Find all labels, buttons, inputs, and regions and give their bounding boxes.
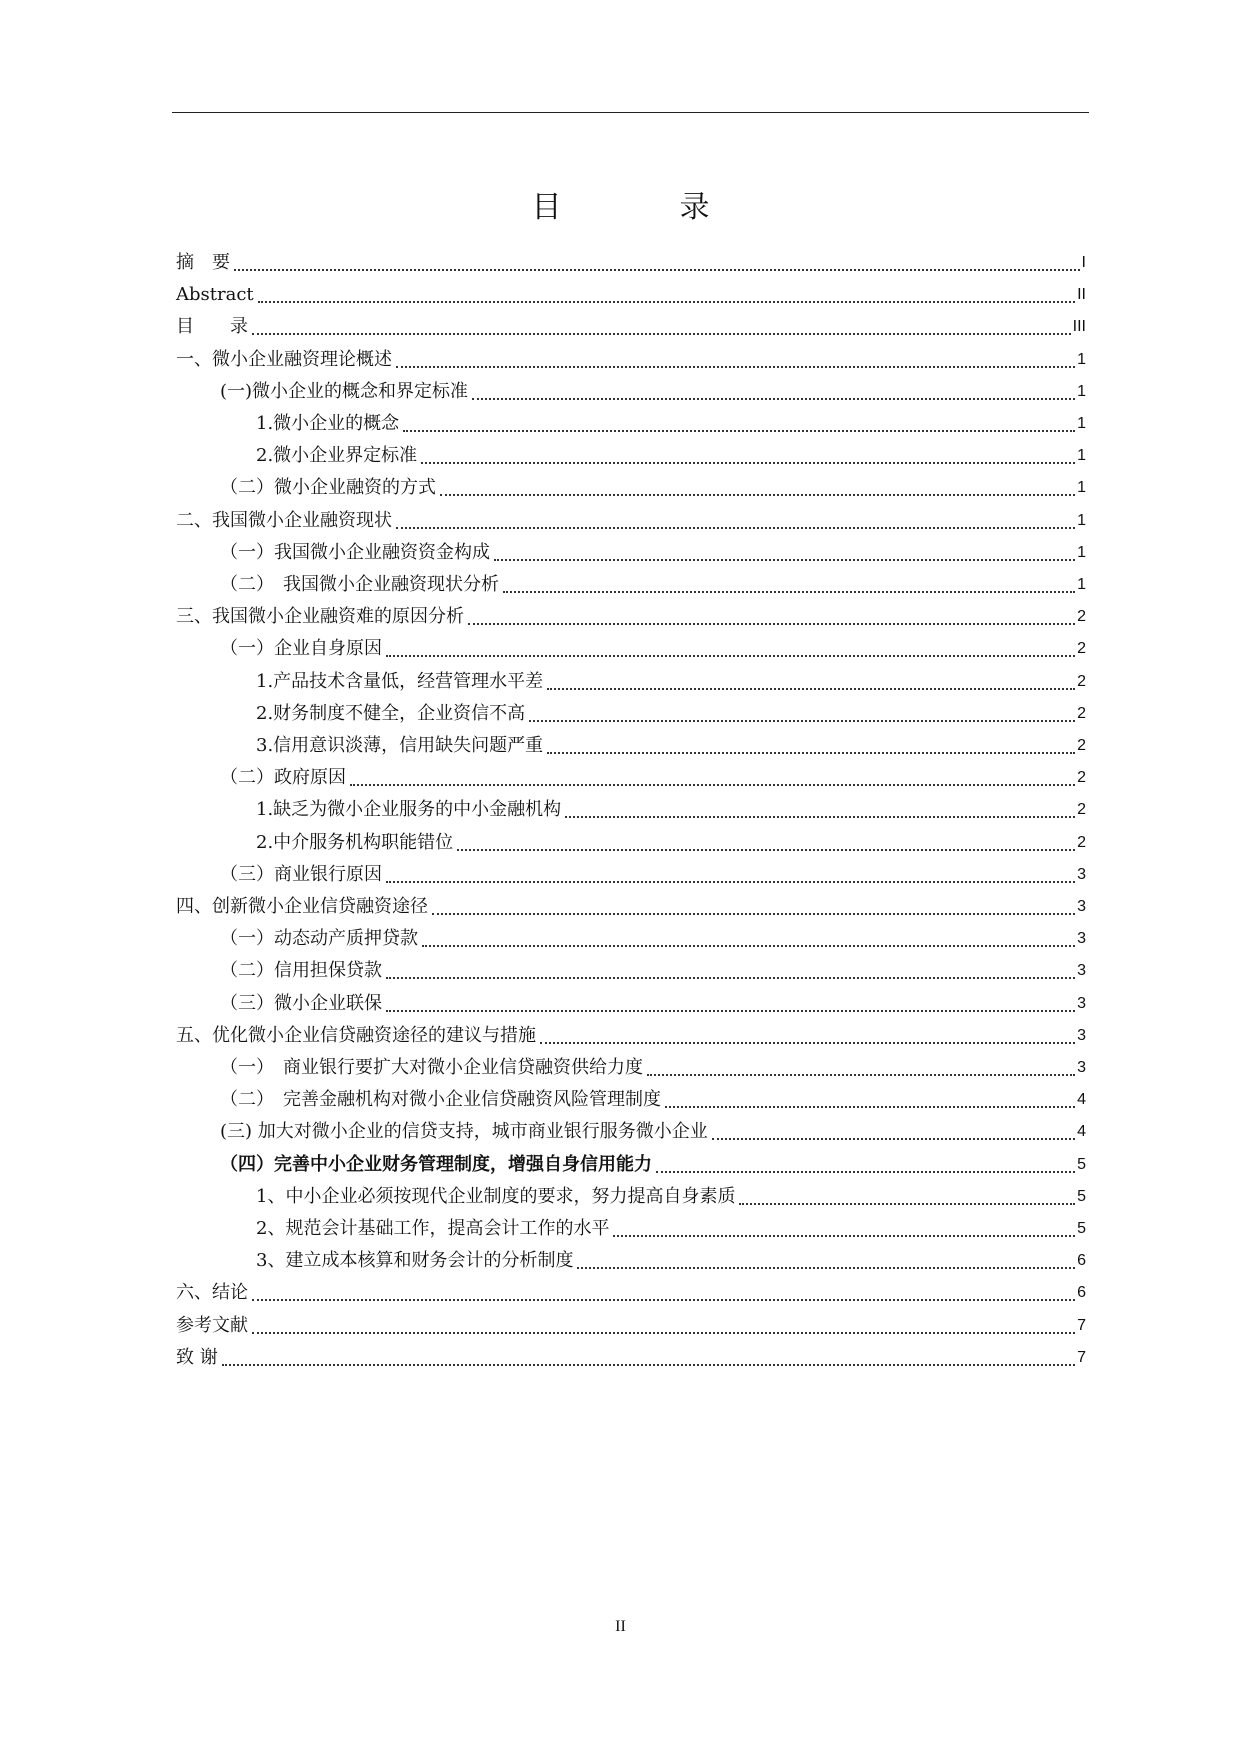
- toc-entry-title: 3、建立成本核算和财务会计的分析制度: [256, 1250, 574, 1272]
- toc-entry-page: 6: [1077, 1284, 1086, 1302]
- toc-entry-page: 3: [1077, 1059, 1086, 1076]
- toc-entry-page: 4: [1077, 1091, 1086, 1109]
- toc-entry[interactable]: [220, 564, 1086, 596]
- toc-entry[interactable]: [256, 403, 1086, 435]
- toc-leader-dots: [494, 541, 1075, 561]
- toc-entry-page: I: [1081, 254, 1086, 271]
- toc-entry-title: （一）动态动产质押贷款: [220, 928, 418, 950]
- toc-entry[interactable]: [220, 918, 1086, 950]
- toc-entry[interactable]: [220, 467, 1086, 499]
- toc-entry-page: 2: [1077, 769, 1086, 787]
- toc-entry-title: 目 录: [176, 316, 248, 338]
- toc-leader-dots: [396, 348, 1075, 368]
- toc-entry-page: 1: [1077, 350, 1086, 368]
- toc-entry-page: 4: [1077, 1123, 1086, 1141]
- toc-entry[interactable]: [176, 339, 1086, 371]
- toc-entry[interactable]: [176, 1272, 1086, 1304]
- toc-entry[interactable]: [176, 596, 1086, 628]
- toc-entry-page: 3: [1077, 1026, 1086, 1044]
- toc-entry-title: 2.微小企业界定标准: [256, 445, 418, 467]
- toc-leader-dots: [647, 1056, 1075, 1076]
- toc-entry[interactable]: [220, 950, 1086, 982]
- toc-leader-dots: [457, 831, 1075, 851]
- toc-entry-page: 1: [1077, 382, 1086, 400]
- toc-entry-title: 五、优化微小企业信贷融资途径的建议与措施: [176, 1024, 536, 1046]
- toc-entry[interactable]: [256, 1208, 1086, 1240]
- toc-leader-dots: [432, 895, 1075, 915]
- toc-leader-dots: [396, 509, 1075, 529]
- toc-entry-title: 1、中小企业必须按现代企业制度的要求，努力提高自身素质: [256, 1185, 736, 1207]
- toc-entry[interactable]: [176, 886, 1086, 918]
- toc-entry-page: 1: [1077, 479, 1086, 497]
- toc-entry[interactable]: [220, 983, 1086, 1015]
- toc-entry-title: （二）信用担保贷款: [220, 960, 382, 982]
- toc-entry[interactable]: [220, 1144, 1086, 1176]
- toc-entry-page: 5: [1077, 1220, 1086, 1237]
- toc-entry-title: 三、我国微小企业融资难的原因分析: [176, 606, 464, 628]
- toc-entry-page: 1: [1077, 415, 1086, 432]
- toc-entry-title: 参考文献: [176, 1314, 248, 1336]
- toc-entry-page: 3: [1077, 930, 1086, 948]
- toc-entry-page: 2: [1077, 672, 1086, 690]
- toc-entry[interactable]: [176, 274, 1086, 306]
- toc-entry-page: 1: [1077, 543, 1086, 561]
- toc-entry-page: 1: [1077, 511, 1086, 529]
- toc-entry-page: 5: [1077, 1155, 1086, 1173]
- toc-entry-page: 3: [1077, 865, 1086, 883]
- toc-entry-title: 四、创新微小企业信贷融资途径: [176, 896, 428, 917]
- toc-entry-title: （一） 商业银行要扩大对微小企业信贷融资供给力度: [220, 1057, 643, 1078]
- toc-entry[interactable]: [220, 1079, 1086, 1111]
- toc-entry[interactable]: [256, 1240, 1086, 1272]
- toc-leader-dots: [258, 283, 1075, 303]
- toc-entry-title: 致 谢: [176, 1346, 218, 1368]
- toc-entry-title: 1.产品技术含量低，经营管理水平差: [256, 670, 544, 692]
- toc-entry-title: (一)微小企业的概念和界定标准: [220, 380, 469, 402]
- toc-entry[interactable]: [176, 306, 1086, 338]
- toc-entry-page: 2: [1077, 704, 1086, 722]
- toc-entry-page: 6: [1077, 1252, 1086, 1270]
- toc-entry[interactable]: [220, 1111, 1086, 1143]
- toc-leader-dots: [386, 637, 1075, 657]
- toc-entry[interactable]: [176, 500, 1086, 532]
- toc-entry[interactable]: [176, 1305, 1086, 1337]
- toc-entry-page: III: [1072, 318, 1086, 336]
- toc-entry-page: 7: [1077, 1348, 1086, 1366]
- toc-entry-title: 2.财务制度不健全，企业资信不高: [256, 702, 526, 724]
- toc-entry-page: 2: [1077, 640, 1086, 658]
- page-number: II: [615, 1618, 626, 1635]
- toc-entry-page: II: [1077, 286, 1086, 304]
- toc-entry-page: 7: [1077, 1316, 1086, 1334]
- toc-entry-title: （四）完善中小企业财务管理制度，增强自身信用能力: [220, 1153, 652, 1175]
- toc-entry-title: 2、规范会计基础工作，提高会计工作的水平: [256, 1218, 610, 1239]
- toc-leader-dots: [540, 1024, 1075, 1044]
- toc-leader-dots: [577, 1249, 1075, 1269]
- toc-entry-title: 2.中介服务机构职能错位: [256, 831, 454, 853]
- page-title: 目 录: [531, 190, 754, 225]
- toc-leader-dots: [547, 670, 1075, 690]
- toc-entry-page: 2: [1077, 833, 1086, 851]
- toc-leader-dots: [712, 1120, 1075, 1140]
- toc-entry-page: 3: [1077, 962, 1086, 980]
- toc-leader-dots: [252, 1314, 1075, 1334]
- toc-entry-page: 1: [1077, 447, 1086, 465]
- toc-entry-title: （一）我国微小企业融资资金构成: [220, 541, 490, 563]
- toc-leader-dots: [665, 1088, 1075, 1108]
- toc-entry-title: （二）政府原因: [220, 767, 346, 789]
- toc-leader-dots: [222, 1346, 1075, 1366]
- toc-entry-page: 2: [1077, 608, 1086, 626]
- toc-leader-dots: [529, 702, 1075, 722]
- toc-entry[interactable]: [220, 628, 1086, 660]
- toc-leader-dots: [739, 1185, 1075, 1205]
- toc-entry[interactable]: [256, 725, 1086, 757]
- toc-leader-dots: [565, 798, 1075, 818]
- toc-entry-title: 二、我国微小企业融资现状: [176, 509, 392, 531]
- toc-entry[interactable]: [256, 661, 1086, 693]
- toc-entry[interactable]: [256, 789, 1086, 821]
- toc-entry-title: （一）企业自身原因: [220, 638, 382, 660]
- toc-entry-title: (三) 加大对微小企业的信贷支持，城市商业银行服务微小企业: [220, 1121, 708, 1143]
- toc-entry-title: 一、微小企业融资理论概述: [176, 348, 392, 370]
- toc-entry-page: 2: [1077, 737, 1086, 754]
- toc-entry-page: 5: [1077, 1187, 1086, 1205]
- toc-leader-dots: [252, 315, 1071, 335]
- toc-entry-title: （二） 完善金融机构对微小企业信贷融资风险管理制度: [220, 1089, 661, 1111]
- toc-leader-dots: [386, 863, 1075, 883]
- toc-leader-dots: [468, 605, 1075, 625]
- toc-entry-page: 3: [1077, 898, 1086, 915]
- toc-entry-title: （二）微小企业融资的方式: [220, 477, 436, 499]
- toc-leader-dots: [503, 573, 1075, 593]
- toc-entry[interactable]: [176, 1015, 1086, 1047]
- toc-entry-title: 3.信用意识淡薄，信用缺失问题严重: [256, 735, 544, 756]
- toc-entry-title: 六、结论: [176, 1282, 248, 1304]
- toc-entry[interactable]: [256, 1176, 1086, 1208]
- toc-leader-dots: [472, 380, 1075, 400]
- toc-entry-title: 1.缺乏为微小企业服务的中小金融机构: [256, 799, 562, 821]
- toc-entry[interactable]: [220, 757, 1086, 789]
- toc-entry[interactable]: [220, 532, 1086, 564]
- toc-entry-title: （三）商业银行原因: [220, 863, 382, 885]
- toc-entry-page: 1: [1077, 576, 1086, 593]
- toc-entry-title: （二） 我国微小企业融资现状分析: [220, 574, 499, 595]
- header-rule: [172, 112, 1089, 113]
- toc-entry[interactable]: [220, 1047, 1086, 1079]
- toc-entry[interactable]: [256, 693, 1086, 725]
- toc-leader-dots: [613, 1217, 1075, 1237]
- toc-leader-dots: [386, 959, 1075, 979]
- toc-entry-title: Abstract: [176, 284, 254, 306]
- toc-entry-title: 摘 要: [176, 252, 230, 273]
- toc-entry[interactable]: [256, 435, 1086, 467]
- toc-entry-page: 2: [1077, 801, 1086, 819]
- toc-leader-dots: [403, 412, 1075, 432]
- toc-leader-dots: [350, 766, 1075, 786]
- toc-leader-dots: [422, 927, 1075, 947]
- toc-leader-dots: [386, 992, 1075, 1012]
- toc-entry-page: 3: [1077, 994, 1086, 1012]
- toc-leader-dots: [234, 251, 1080, 271]
- toc-leader-dots: [440, 476, 1075, 496]
- toc-leader-dots: [656, 1153, 1075, 1173]
- toc-entry-title: （三）微小企业联保: [220, 992, 382, 1014]
- toc-entry[interactable]: [176, 242, 1086, 274]
- toc-entry[interactable]: [256, 822, 1086, 854]
- toc-entry[interactable]: [176, 1337, 1086, 1369]
- toc-leader-dots: [421, 444, 1075, 464]
- toc-entry[interactable]: [220, 371, 1086, 403]
- toc-entry[interactable]: [220, 854, 1086, 886]
- toc-leader-dots: [252, 1281, 1075, 1301]
- toc-leader-dots: [547, 734, 1075, 754]
- toc-entry-title: 1.微小企业的概念: [256, 413, 400, 434]
